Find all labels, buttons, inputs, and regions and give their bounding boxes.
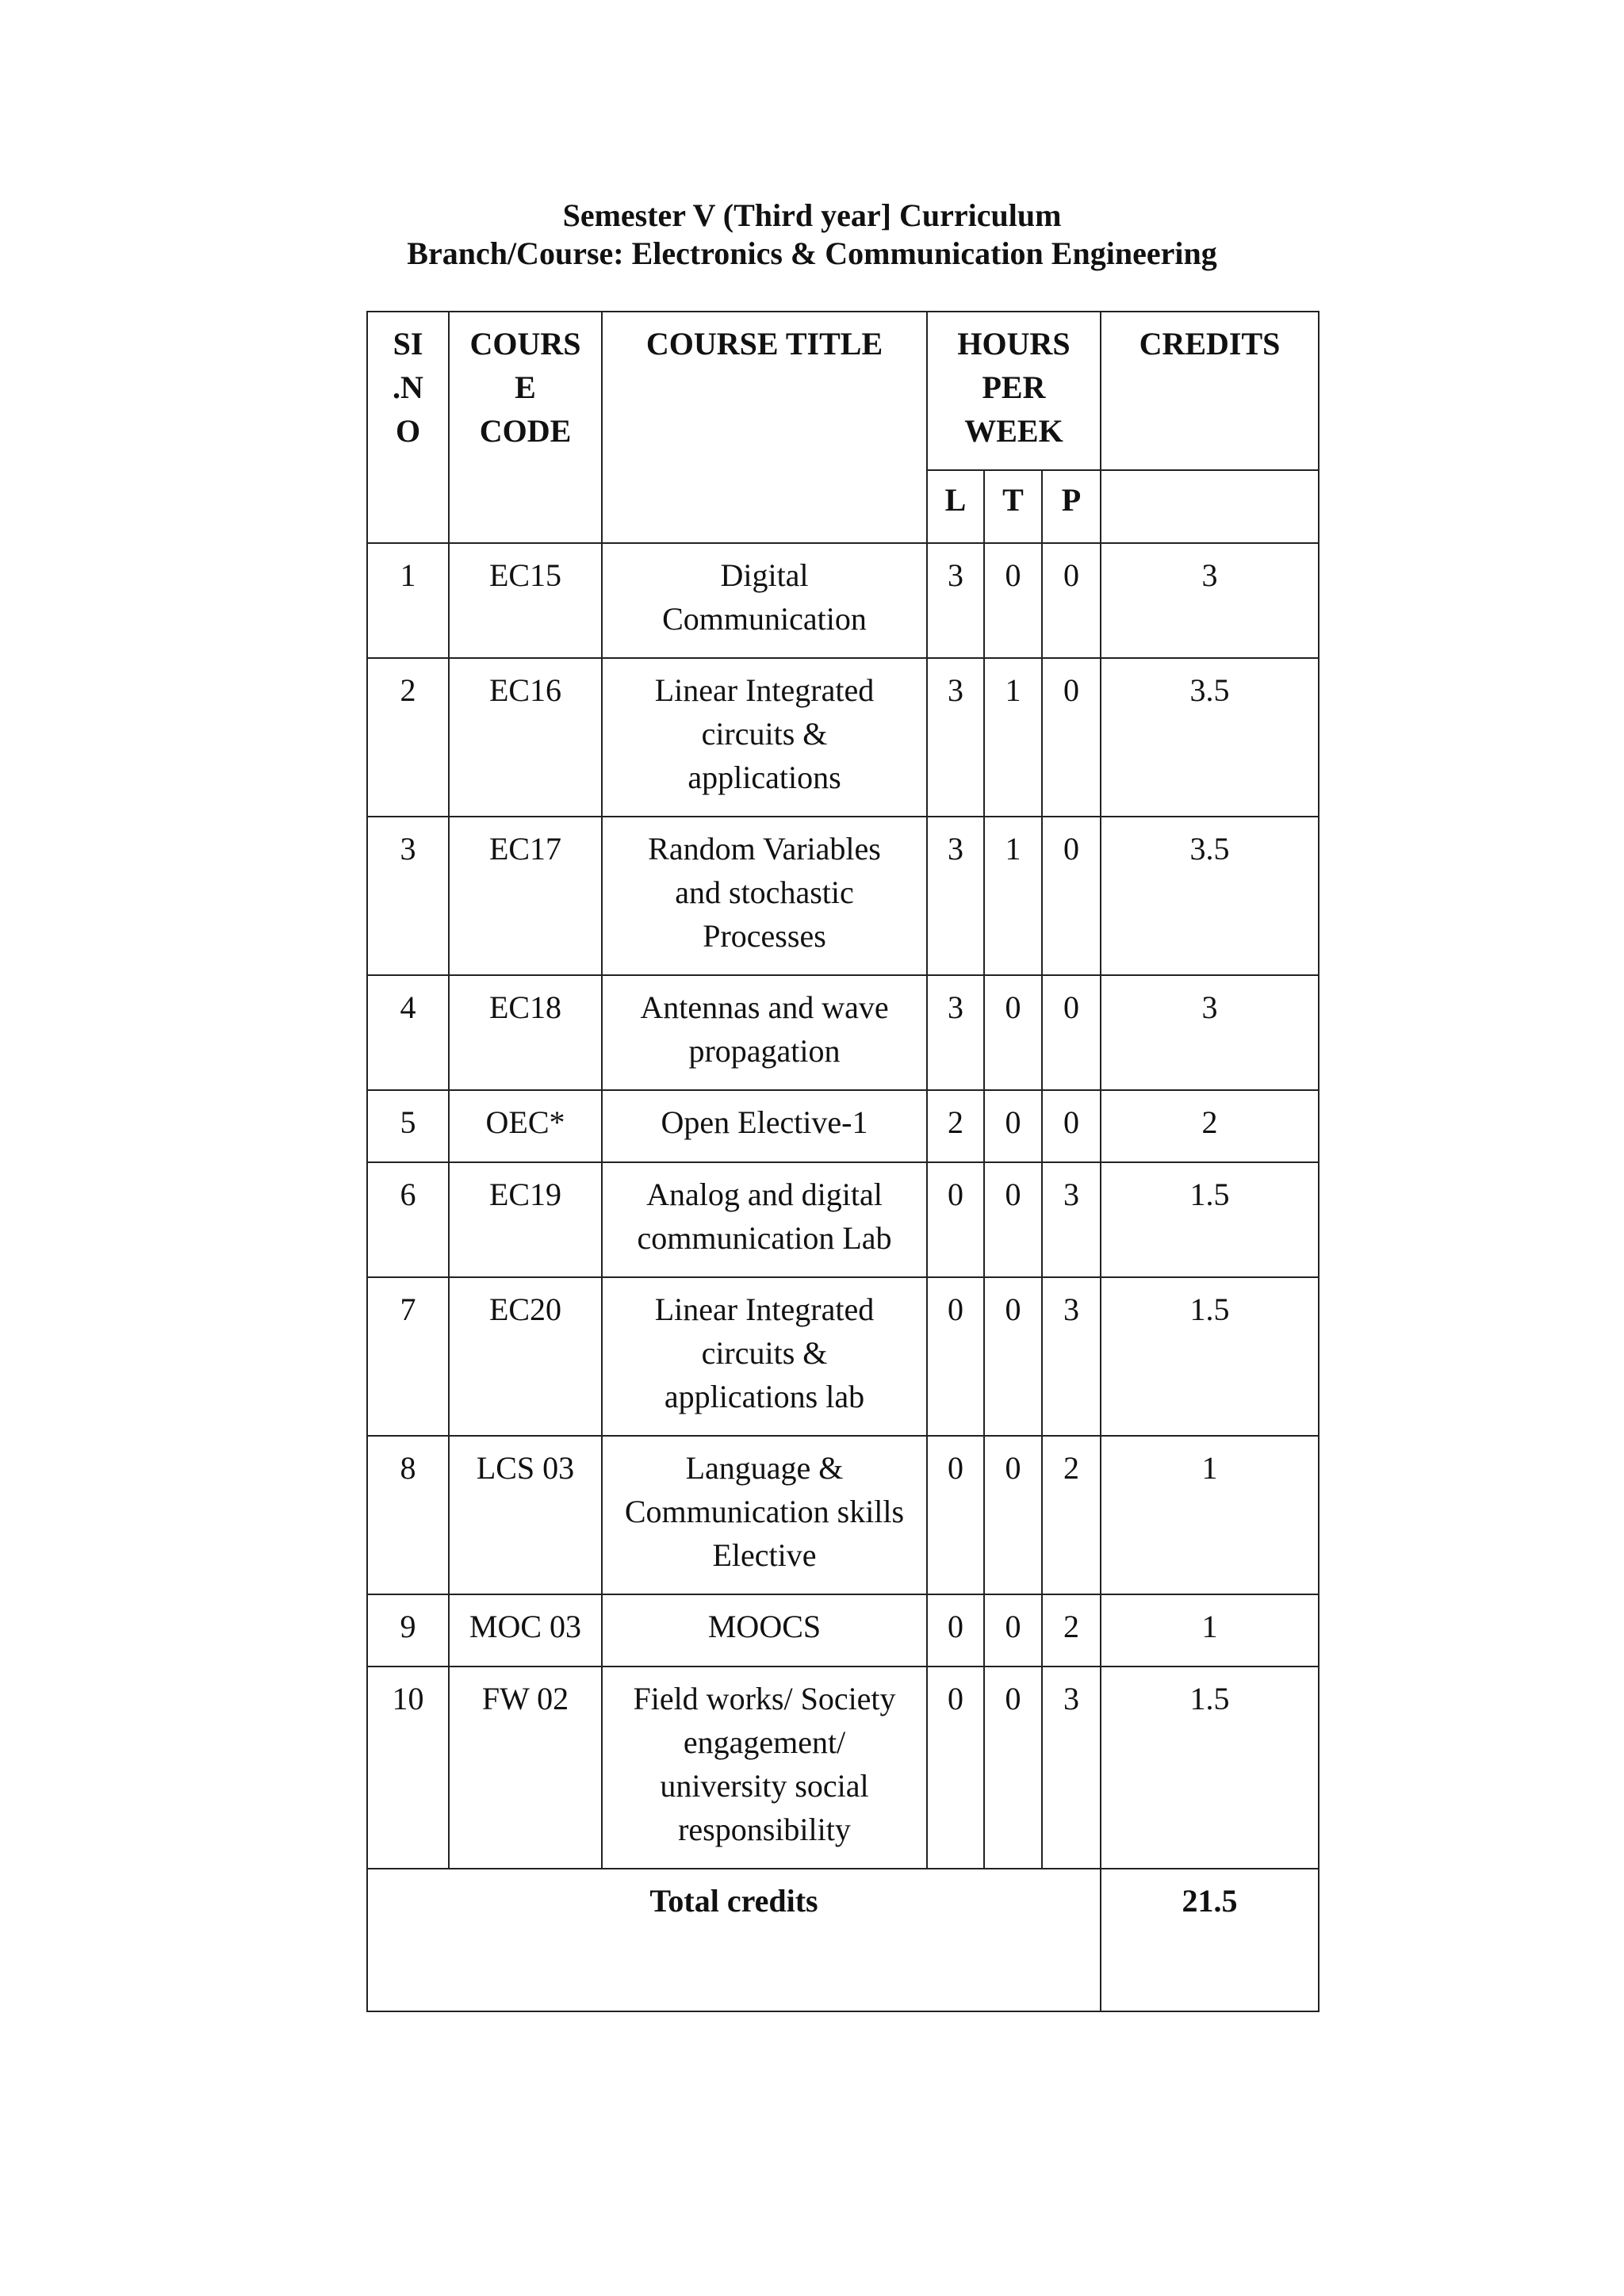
course-title-cell — [602, 1090, 927, 1162]
practical-hours-cell: 0 — [1042, 817, 1101, 975]
course-title-cell — [602, 1594, 927, 1667]
course-title-line: and stochastic — [675, 874, 854, 910]
column-header-sno — [367, 312, 449, 543]
course-code-cell: EC15 — [449, 543, 602, 658]
course-title-line: Linear Integrated — [654, 672, 875, 708]
column-header-p: P — [1042, 470, 1101, 543]
curriculum-table — [366, 311, 1320, 2012]
course-code-cell: EC17 — [449, 817, 602, 975]
table-row — [367, 975, 1319, 1090]
practical-hours-cell: 2 — [1042, 1436, 1101, 1594]
table-row — [367, 658, 1319, 817]
course-title-line: Open Elective-1 — [661, 1104, 868, 1140]
table-row — [367, 1594, 1319, 1667]
sno-cell: 2 — [367, 658, 449, 817]
course-title-cell — [602, 975, 927, 1090]
course-title-line: Processes — [703, 918, 826, 954]
course-code-cell: EC18 — [449, 975, 602, 1090]
credits-cell: 3 — [1101, 975, 1319, 1090]
lecture-hours-cell: 3 — [927, 658, 984, 817]
practical-hours-cell: 0 — [1042, 658, 1101, 817]
course-title-line: communication Lab — [637, 1220, 892, 1256]
credits-subheader-empty — [1101, 470, 1319, 543]
sno-cell: 9 — [367, 1594, 449, 1667]
table-row — [367, 1090, 1319, 1162]
page-subtitle: Branch/Course: Electronics & Communication Engineering — [407, 235, 1217, 271]
course-title-cell — [602, 658, 927, 817]
course-title-line: university social — [660, 1768, 869, 1804]
header-text: SI — [393, 326, 423, 362]
course-title-line: Communication — [662, 601, 867, 637]
credits-cell: 1.5 — [1101, 1277, 1319, 1436]
sno-cell: 1 — [367, 543, 449, 658]
sno-cell: 10 — [367, 1667, 449, 1869]
header-text: CODE — [479, 413, 572, 449]
table-header-row — [367, 312, 1319, 470]
sno-cell: 7 — [367, 1277, 449, 1436]
credits-cell: 2 — [1101, 1090, 1319, 1162]
lecture-hours-cell: 0 — [927, 1436, 984, 1594]
course-title-line: circuits & — [701, 1335, 828, 1371]
tutorial-hours-cell: 0 — [984, 975, 1042, 1090]
practical-hours-cell: 3 — [1042, 1667, 1101, 1869]
table-row — [367, 1162, 1319, 1277]
tutorial-hours-cell: 0 — [984, 1277, 1042, 1436]
course-title-line: MOOCS — [707, 1609, 822, 1644]
header-text: O — [395, 413, 421, 449]
course-code-cell: MOC 03 — [449, 1594, 602, 1667]
course-title-cell — [602, 1162, 927, 1277]
header-text: WEEK — [964, 413, 1063, 449]
header-text: HOURS — [957, 326, 1071, 362]
course-title-line: applications lab — [664, 1379, 865, 1414]
credits-cell: 1 — [1101, 1436, 1319, 1594]
lecture-hours-cell: 0 — [927, 1162, 984, 1277]
column-header-course-code — [449, 312, 602, 543]
course-title-line: applications — [688, 760, 841, 795]
lecture-hours-cell: 0 — [927, 1594, 984, 1667]
page-header — [0, 197, 1624, 273]
table-row — [367, 1667, 1319, 1869]
column-header-course-title: COURSE TITLE — [602, 312, 927, 543]
column-header-t: T — [984, 470, 1042, 543]
credits-cell: 1.5 — [1101, 1162, 1319, 1277]
column-header-hours-per-week — [927, 312, 1101, 470]
course-code-cell: FW 02 — [449, 1667, 602, 1869]
course-title-line: Elective — [712, 1537, 817, 1573]
lecture-hours-cell: 2 — [927, 1090, 984, 1162]
tutorial-hours-cell: 0 — [984, 1667, 1042, 1869]
practical-hours-cell: 3 — [1042, 1277, 1101, 1436]
course-title-line: Linear Integrated — [654, 1292, 875, 1327]
page-title: Semester V (Third year] Curriculum — [562, 197, 1062, 233]
tutorial-hours-cell: 0 — [984, 1436, 1042, 1594]
credits-cell: 3.5 — [1101, 817, 1319, 975]
course-title-cell — [602, 543, 927, 658]
tutorial-hours-cell: 0 — [984, 1090, 1042, 1162]
course-title-line: Analog and digital — [646, 1177, 883, 1212]
course-title-cell — [602, 1436, 927, 1594]
course-code-cell: EC20 — [449, 1277, 602, 1436]
course-title-line: Field works/ Society — [633, 1681, 896, 1716]
course-code-cell: LCS 03 — [449, 1436, 602, 1594]
lecture-hours-cell: 0 — [927, 1277, 984, 1436]
table-row — [367, 543, 1319, 658]
table-row — [367, 1277, 1319, 1436]
course-title-cell — [602, 817, 927, 975]
course-rows — [367, 543, 1319, 1869]
practical-hours-cell: 0 — [1042, 975, 1101, 1090]
credits-cell: 1 — [1101, 1594, 1319, 1667]
credits-cell: 1.5 — [1101, 1667, 1319, 1869]
course-title-line: Random Variables — [648, 831, 881, 867]
header-text: E — [515, 369, 536, 405]
table-row — [367, 817, 1319, 975]
tutorial-hours-cell: 1 — [984, 658, 1042, 817]
header-text: COURS — [469, 326, 581, 362]
sno-cell: 5 — [367, 1090, 449, 1162]
course-title-line: Antennas and wave — [640, 989, 889, 1025]
header-text: PER — [982, 369, 1046, 405]
course-title-line: circuits & — [701, 716, 828, 752]
course-title-line: Digital — [720, 557, 809, 593]
course-title-cell — [602, 1277, 927, 1436]
lecture-hours-cell: 3 — [927, 543, 984, 658]
column-header-l: L — [927, 470, 984, 543]
course-code-cell: OEC* — [449, 1090, 602, 1162]
credits-cell: 3 — [1101, 543, 1319, 658]
course-title-line: Language & — [685, 1450, 844, 1486]
practical-hours-cell: 0 — [1042, 543, 1101, 658]
course-title-cell — [602, 1667, 927, 1869]
tutorial-hours-cell: 0 — [984, 1594, 1042, 1667]
sno-cell: 6 — [367, 1162, 449, 1277]
practical-hours-cell: 0 — [1042, 1090, 1101, 1162]
lecture-hours-cell: 0 — [927, 1667, 984, 1869]
sno-cell: 4 — [367, 975, 449, 1090]
credits-cell: 3.5 — [1101, 658, 1319, 817]
total-credits-label: Total credits — [367, 1869, 1101, 2011]
course-code-cell: EC19 — [449, 1162, 602, 1277]
course-title-line: engagement/ — [683, 1724, 846, 1760]
column-header-credits: CREDITS — [1101, 312, 1319, 470]
tutorial-hours-cell: 1 — [984, 817, 1042, 975]
course-title-line: responsibility — [678, 1812, 851, 1847]
lecture-hours-cell: 3 — [927, 975, 984, 1090]
total-credits-value: 21.5 — [1101, 1869, 1319, 2011]
total-row — [367, 1869, 1319, 2011]
practical-hours-cell: 2 — [1042, 1594, 1101, 1667]
course-title-line: Communication skills — [624, 1494, 905, 1529]
course-title-line: propagation — [688, 1033, 841, 1069]
practical-hours-cell: 3 — [1042, 1162, 1101, 1277]
tutorial-hours-cell: 0 — [984, 543, 1042, 658]
tutorial-hours-cell: 0 — [984, 1162, 1042, 1277]
course-code-cell: EC16 — [449, 658, 602, 817]
header-text: .N — [393, 369, 423, 405]
lecture-hours-cell: 3 — [927, 817, 984, 975]
sno-cell: 8 — [367, 1436, 449, 1594]
sno-cell: 3 — [367, 817, 449, 975]
table-row — [367, 1436, 1319, 1594]
